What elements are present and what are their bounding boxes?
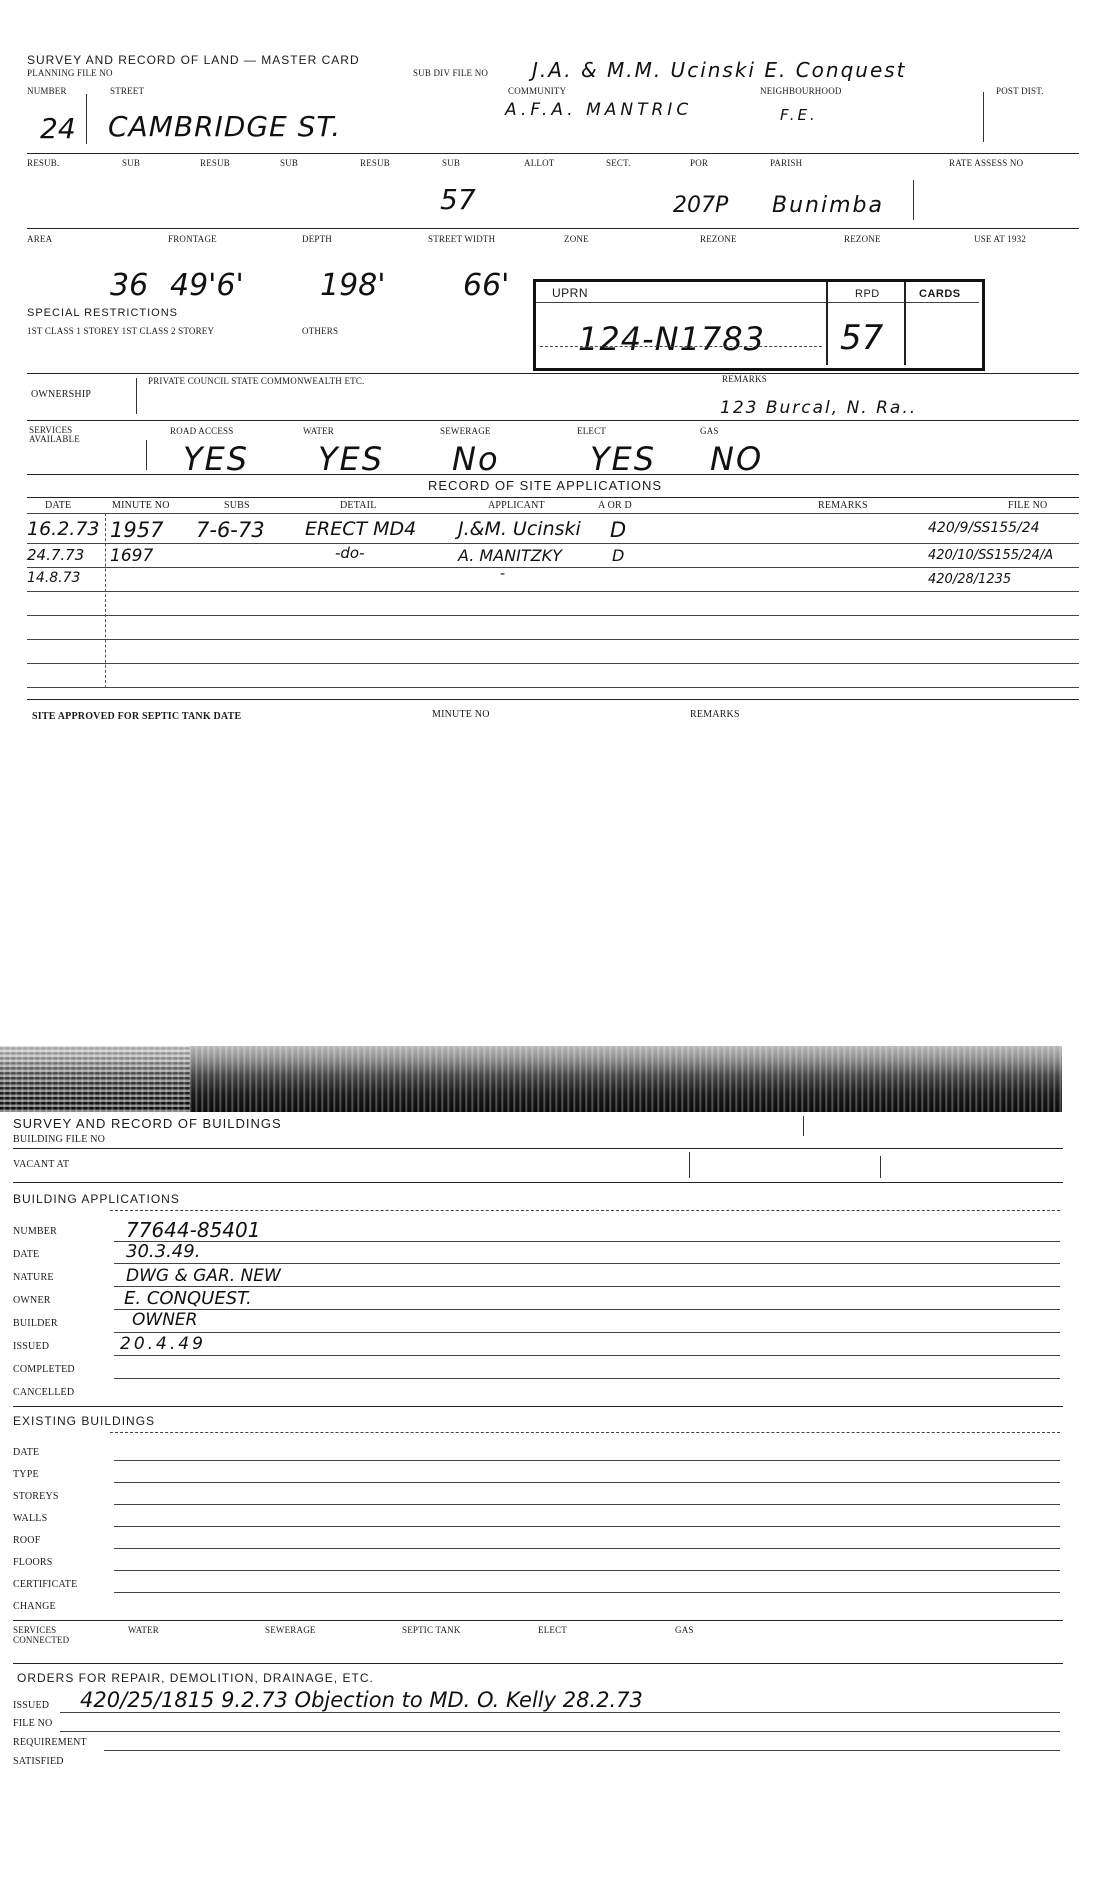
road-access-label: ROAD ACCESS <box>170 426 234 436</box>
sub-div-file-label: SUB DIV FILE NO <box>413 68 489 78</box>
row-aord: D <box>612 546 625 565</box>
post-dist-label: POST DIST. <box>996 86 1044 96</box>
community-label: COMMUNITY <box>508 86 567 96</box>
ba-issued-value: 20.4.49 <box>120 1334 206 1354</box>
ba-owner-label: OWNER <box>13 1295 51 1306</box>
eb-certificate-label: CERTIFICATE <box>13 1579 78 1590</box>
eb-dash-rule <box>110 1432 1060 1433</box>
number-label: NUMBER <box>27 86 67 96</box>
ba-owner-value: E. CONQUEST. <box>124 1288 252 1309</box>
sc-elect-label: ELECT <box>538 1625 567 1635</box>
remarks-label: REMARKS <box>722 374 767 384</box>
row-date: 14.8.73 <box>27 570 81 586</box>
building-card-title: SURVEY AND RECORD OF BUILDINGS <box>13 1116 282 1131</box>
table-col-divider <box>105 513 106 688</box>
table-row-rule <box>27 615 1079 616</box>
parish-label: PARISH <box>770 158 803 168</box>
ownership-divider <box>136 378 137 414</box>
uprn-label: UPRN <box>552 286 589 300</box>
special-restrictions-label: SPECIAL RESTRICTIONS <box>27 307 179 319</box>
sub-value: 57 <box>440 183 476 216</box>
eb-type-label: TYPE <box>13 1469 39 1480</box>
eb-change-label: CHANGE <box>13 1601 56 1612</box>
building-file-label: BUILDING FILE NO <box>13 1134 106 1145</box>
resub-label-2: RESUB <box>200 158 231 168</box>
vacant-at-label: VACANT AT <box>13 1159 70 1170</box>
minute-no-label: MINUTE NO <box>432 709 490 720</box>
eb-line <box>114 1592 1060 1593</box>
existing-buildings-label: EXISTING BUILDINGS <box>13 1414 156 1428</box>
community-value: A.F.A. MANTRIC <box>505 100 693 120</box>
rate-divider <box>913 180 914 220</box>
table-header-rule <box>27 513 1079 514</box>
eb-line <box>114 1460 1060 1461</box>
b-rule-4 <box>13 1620 1063 1621</box>
rule-1 <box>27 153 1079 154</box>
orders-requirement-label: REQUIREMENT <box>13 1737 87 1748</box>
resub-label-3: RESUB <box>360 158 391 168</box>
others-label: OTHERS <box>302 326 339 336</box>
orders-line <box>104 1750 1060 1751</box>
col-file: FILE NO <box>1008 500 1048 511</box>
number-divider <box>86 94 87 144</box>
scan-artifact-band <box>0 1046 1062 1112</box>
orders-line <box>60 1731 1060 1732</box>
rate-assess-label: RATE ASSESS NO <box>949 158 1024 168</box>
planning-file-label: PLANNING FILE NO <box>27 68 113 78</box>
street-label: STREET <box>110 86 145 96</box>
ba-line <box>114 1355 1060 1356</box>
table-row-rule <box>27 591 1079 592</box>
ba-nature-value: DWG & GAR. NEW <box>126 1266 281 1286</box>
number-value: 24 <box>40 112 76 145</box>
elect-value: YES <box>590 440 657 478</box>
ba-line <box>114 1378 1060 1379</box>
table-top-rule <box>27 497 1079 498</box>
ba-line <box>114 1241 1060 1242</box>
services-connected-label: SERVICES CONNECTED <box>13 1625 70 1645</box>
vacant-divider-1 <box>689 1152 690 1178</box>
sub-div-file-value: J.A. & M.M. Ucinski E. Conquest <box>532 58 907 82</box>
table-row-rule <box>27 687 1079 688</box>
b-rule-1 <box>13 1148 1063 1149</box>
col-applicant: APPLICANT <box>488 500 545 511</box>
street-value: CAMBRIDGE ST. <box>108 110 342 143</box>
row-detail: -do- <box>335 544 365 562</box>
services-divider <box>146 440 147 470</box>
ba-builder-value: OWNER <box>132 1310 198 1330</box>
frontage-value: 49'6' <box>170 268 244 303</box>
ba-number-label: NUMBER <box>13 1226 57 1237</box>
eb-line <box>114 1548 1060 1549</box>
orders-title: ORDERS FOR REPAIR, DEMOLITION, DRAINAGE, ETC. <box>17 1671 374 1685</box>
parish-value: Bunimba <box>772 193 884 218</box>
rule-3 <box>27 373 1079 374</box>
col-subs: SUBS <box>224 500 250 511</box>
record-title: RECORD OF SITE APPLICATIONS <box>428 478 663 493</box>
table-row-rule <box>27 663 1079 664</box>
eb-line <box>114 1526 1060 1527</box>
orders-file-label: FILE NO <box>13 1718 53 1729</box>
eb-floors-label: FLOORS <box>13 1557 53 1568</box>
resub-label: RESUB. <box>27 158 60 168</box>
area-label: AREA <box>27 234 53 244</box>
uprn-rpd-divider <box>826 282 828 365</box>
area-value: 36 <box>110 268 149 303</box>
use-at-label: USE AT 1932 <box>974 234 1027 244</box>
row-subs: 7-6-73 <box>196 518 265 542</box>
orders-issued-value: 420/25/1815 9.2.73 Objection to MD. O. Kelly 28.2.73 <box>80 1688 643 1712</box>
ba-number-value: 77644-85401 <box>126 1218 261 1242</box>
street-width-value: 66' <box>463 268 510 303</box>
street-width-label: STREET WIDTH <box>428 234 496 244</box>
sewerage-label: SEWERAGE <box>440 426 491 436</box>
por-value: 207P <box>673 193 729 218</box>
rule-2 <box>27 228 1079 229</box>
sub-label-1: SUB <box>122 158 141 168</box>
row-file: 420/10/SS155/24/A <box>928 548 1054 563</box>
title-divider <box>803 1116 804 1136</box>
remarks-value: 123 Burcal, N. Ra.. <box>720 398 918 418</box>
uprn-header-rule <box>536 302 979 303</box>
uprn-dotted-line <box>540 346 822 347</box>
row-detail: ERECT MD4 <box>305 518 417 540</box>
rpd-label: RPD <box>855 288 880 300</box>
vacant-divider-2 <box>880 1156 881 1178</box>
rpd-cards-divider <box>904 282 906 365</box>
depth-label: DEPTH <box>302 234 332 244</box>
ba-line <box>114 1286 1060 1287</box>
eb-line <box>114 1482 1060 1483</box>
rezone-label-1: REZONE <box>700 234 737 244</box>
row-file: 420/9/SS155/24 <box>928 520 1040 536</box>
neighbourhood-label: NEIGHBOURHOOD <box>760 86 842 96</box>
row-date: 24.7.73 <box>27 546 85 564</box>
services-available-label: SERVICES AVAILABLE <box>29 425 80 444</box>
row-minute: 1697 <box>110 546 154 566</box>
row-applicant: J.&M. Ucinski <box>458 518 581 540</box>
table-row-rule <box>27 567 1079 568</box>
site-approved-label: SITE APPROVED FOR SEPTIC TANK DATE <box>32 711 242 722</box>
sc-water-label: WATER <box>128 1625 159 1635</box>
ba-line <box>114 1263 1060 1264</box>
gas-label: GAS <box>700 426 719 436</box>
ba-line <box>114 1332 1060 1333</box>
table-row-rule <box>27 543 1079 544</box>
sc-gas-label: GAS <box>675 1625 694 1635</box>
water-value: YES <box>318 440 385 478</box>
eb-line <box>114 1570 1060 1571</box>
row-date: 16.2.73 <box>27 518 100 540</box>
rezone-label-2: REZONE <box>844 234 881 244</box>
b-rule-2 <box>13 1182 1063 1183</box>
rule-5 <box>27 474 1079 475</box>
ba-completed-label: COMPLETED <box>13 1364 75 1375</box>
col-minute: MINUTE NO <box>112 500 170 511</box>
col-date: DATE <box>45 500 72 511</box>
sub-label-2: SUB <box>280 158 299 168</box>
eb-storeys-label: STOREYS <box>13 1491 59 1502</box>
ba-cancelled-label: CANCELLED <box>13 1387 75 1398</box>
water-label: WATER <box>303 426 334 436</box>
sc-septic-label: SEPTIC TANK <box>402 1625 461 1635</box>
eb-walls-label: WALLS <box>13 1513 48 1524</box>
uprn-value: 124-N1783 <box>578 320 765 358</box>
sewerage-value: No <box>452 440 500 478</box>
sect-label: SECT. <box>606 158 631 168</box>
col-aord: A OR D <box>598 500 632 511</box>
por-label: POR <box>690 158 709 168</box>
master-card-title: SURVEY AND RECORD OF LAND — MASTER CARD <box>27 53 360 67</box>
ownership-types-label: PRIVATE COUNCIL STATE COMMONWEALTH ETC. <box>148 376 365 386</box>
table-row-rule <box>27 639 1079 640</box>
row-minute: 1957 <box>110 518 164 542</box>
depth-value: 198' <box>320 268 386 303</box>
ba-builder-label: BUILDER <box>13 1318 58 1329</box>
allot-label: ALLOT <box>524 158 555 168</box>
elect-label: ELECT <box>577 426 606 436</box>
row-applicant: A. MANITZKY <box>458 546 562 565</box>
cards-label: CARDS <box>919 288 961 300</box>
gas-value: NO <box>710 440 764 478</box>
rule-4 <box>27 420 1079 421</box>
ba-issued-label: ISSUED <box>13 1341 50 1352</box>
col-detail: DETAIL <box>340 500 377 511</box>
remarks-label-2: REMARKS <box>690 709 740 720</box>
ba-nature-label: NATURE <box>13 1272 54 1283</box>
frontage-label: FRONTAGE <box>168 234 217 244</box>
building-applications-label: BUILDING APPLICATIONS <box>13 1192 180 1206</box>
orders-line <box>60 1712 1060 1713</box>
row-file: 420/28/1235 <box>928 572 1012 587</box>
rpd-value: 57 <box>840 318 884 358</box>
neighbourhood-value: F.E. <box>780 106 818 124</box>
ownership-label: OWNERSHIP <box>31 389 92 400</box>
table-bottom-rule <box>27 699 1079 700</box>
b-rule-3 <box>13 1406 1063 1407</box>
post-dist-divider <box>983 92 984 142</box>
eb-roof-label: ROOF <box>13 1535 41 1546</box>
orders-issued-label: ISSUED <box>13 1700 50 1711</box>
row-aord: D <box>610 518 627 542</box>
zone-label: ZONE <box>564 234 589 244</box>
ba-date-value: 30.3.49. <box>126 1241 201 1262</box>
ba-dash-rule <box>110 1210 1060 1211</box>
ba-line <box>114 1309 1060 1310</box>
road-access-value: YES <box>183 440 250 478</box>
eb-date-label: DATE <box>13 1447 40 1458</box>
b-rule-5 <box>13 1663 1063 1664</box>
row-applicant: - <box>500 566 506 582</box>
ba-date-label: DATE <box>13 1249 40 1260</box>
eb-line <box>114 1504 1060 1505</box>
sub-label-3: SUB <box>442 158 461 168</box>
sc-sewerage-label: SEWERAGE <box>265 1625 316 1635</box>
classes-label: 1ST CLASS 1 STOREY 1ST CLASS 2 STOREY <box>27 326 215 336</box>
orders-satisfied-label: SATISFIED <box>13 1756 64 1767</box>
col-remarks: REMARKS <box>818 500 868 511</box>
